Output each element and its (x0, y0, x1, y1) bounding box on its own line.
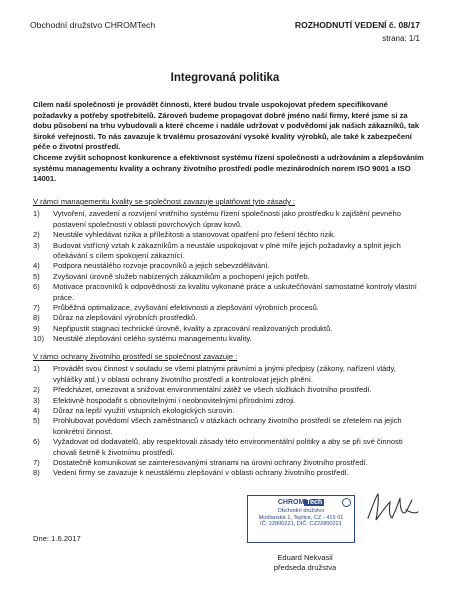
item-number: 5) (33, 416, 40, 426)
document-date: Dne: 1.6.2017 (33, 534, 81, 543)
list-item (33, 437, 425, 458)
item-text: Motivace pracovníků k odpovědnosti za kvalitu vykonané práce a uskutečňování samostatné kontroly vlastní práce. (53, 282, 417, 302)
list-item (33, 261, 425, 271)
quality-heading: V rámci managementu kvality se společnost zavazuje uplatňovat tyto zásady : (33, 197, 296, 206)
item-number: 8) (33, 468, 40, 478)
item-number: 4) (33, 261, 40, 271)
item-text: Efektivně hospodařit s obnovitelnými i neobnovitelnými přírodními zdroji. (53, 395, 296, 405)
item-number: 10) (33, 334, 44, 344)
list-item (33, 209, 425, 230)
list-item (33, 230, 425, 240)
item-number: 7) (33, 303, 40, 313)
stamp-line: Modlanská 1, Teplice, CZ - 415 01 (258, 514, 344, 521)
item-text: Dostatečně komunikovat se zainteresovanými stranami na úrovni ochrany životního prostředí. (53, 458, 368, 468)
signer-block (250, 553, 360, 573)
list-item (33, 324, 425, 334)
item-text: Provádět svou činnost v souladu se všemi platnými právními a jinými předpisy (zákony, nařízení vlády, vyhlášky atd.) v oblasti ochrany životního prostředí a kontrolovat jejich plnění. (53, 364, 396, 384)
item-text: Zvyšování úrovně služeb nabízených zákazníkům a pochopení jejich potřeb. (53, 271, 310, 281)
item-number: 6) (33, 282, 40, 292)
list-item (33, 282, 425, 303)
item-number: 2) (33, 385, 40, 395)
environment-heading: V rámci ochrany životního prostředí se společnost zavazuje : (33, 352, 238, 361)
page-number: strana: 1/1 (382, 34, 420, 43)
item-text: Důraz na lepší využití vstupních ekologických surovin. (53, 406, 235, 416)
item-number: 4) (33, 406, 40, 416)
list-item (33, 313, 425, 323)
list-item (33, 241, 425, 262)
list-item (33, 416, 425, 437)
decision-number: ROZHODNUTÍ VEDENÍ č. 08/17 (294, 20, 420, 30)
item-number: 9) (33, 323, 40, 333)
item-text: Vytvoření, zavedení a rozvíjení vnitřního systému řízení společnosti jako prostředku k zajištění pevného postavení společnosti v oblasti povrchových úprav kovů. (53, 209, 401, 229)
stamp-logo: CHROM Tech (277, 499, 323, 506)
signer-name: Eduard Nekvasil (277, 553, 333, 562)
item-text: Vedení firmy se zavazuje k neustálému zlepšování v oblasti ochrany životního prostředí. (53, 468, 349, 478)
item-text: Nepřipustit stagnaci technické úrovně, kvality a zpracování realizovaných produktů. (53, 323, 333, 333)
item-number: 8) (33, 313, 40, 323)
item-number: 3) (33, 240, 40, 250)
list-item (33, 385, 425, 395)
item-number: 1) (33, 209, 40, 219)
intro-paragraph-1: Cílem naší společnosti je provádět činnosti, které budou trvale uspokojovat předem specifikované požadavky a potřeby spotřebitelů. Zároveň budeme propagovat dobré jméno naší firmy, které jsme si za dobu působení na trhu vybudovali a které chceme i nadále udržovat v podvědomí jak našich zákazníků, tak široké veřejnosti. To nás zavazuje k trvalému prosazování vysoké kvality výrobků, ale také k zabezpečení péče o životní prostředí. (33, 100, 420, 152)
list-item (33, 396, 425, 406)
intro-paragraph-2: Chceme zvýšit schopnost konkurence a efektivnost systému řízení společnosti a udržováním a zlepšováním systému managementu kvality a ochrany životního prostředí podle mezinárodních norem ISO 9001 a ISO 14001. (33, 152, 424, 184)
environment-section (33, 352, 425, 479)
item-number: 3) (33, 395, 40, 405)
list-item (33, 303, 425, 313)
item-text: Vyžadovat od dodavatelů, aby respektovali zásady této environmentální politiky a aby se při své činnosti chovali šetrně k životnímu prostředí. (53, 437, 403, 457)
item-number: 1) (33, 364, 40, 374)
signer-role: předseda družstva (273, 563, 337, 572)
list-item (33, 272, 425, 282)
handwritten-signature (362, 488, 422, 528)
item-number: 5) (33, 271, 40, 281)
list-item (33, 406, 425, 416)
item-text: Průběžná optimalizace, zvyšování efektivnosti a zlepšování výrobních procesů. (53, 303, 319, 313)
item-text: Budovat vstřícný vztah k zákazníkům a neustále uspokojovat v plné míře jejich požadavky a splnit jejich očekávání s cílem spokojení zákazníci. (53, 240, 401, 261)
item-text: Neustálé zlepšování celého systému managementu kvality. (53, 334, 252, 344)
stamp-circle-icon (342, 498, 351, 507)
quality-section (33, 197, 425, 345)
list-item (33, 468, 425, 478)
item-text: Neustále vyhledávat rizika a příležitosti a stanovovat opatření pro řešení těchto rizik. (53, 230, 336, 240)
item-number: 2) (33, 230, 40, 240)
company-stamp (247, 495, 355, 543)
item-number: 6) (33, 437, 40, 447)
item-text: Podpora neustálého rozvoje pracovníků a jejich sebevzdělávání. (53, 261, 270, 271)
company-name: Obchodní družstvo CHROMTech (30, 20, 156, 30)
intro-section (33, 100, 425, 185)
list-item (33, 364, 425, 385)
stamp-line: IČ: 22800221, DIČ: CZ22800221 (260, 521, 342, 528)
item-text: Předcházet, omezovat a snižovat environmentální zátěž ve všech složkách životního prostředí. (53, 385, 372, 395)
item-number: 7) (33, 458, 40, 468)
list-item (33, 334, 425, 344)
item-text: Prohlubovat povědomí všech zaměstnanců v otázkách ochrany životního prostředí se zřetelem na jejich konkrétní činnost. (53, 416, 402, 436)
list-item (33, 458, 425, 468)
document-title: Integrovaná politika (170, 72, 280, 84)
stamp-line: Obchodní družstvo (277, 508, 325, 514)
item-text: Důraz na zlepšování výrobních prostředků. (53, 313, 198, 323)
